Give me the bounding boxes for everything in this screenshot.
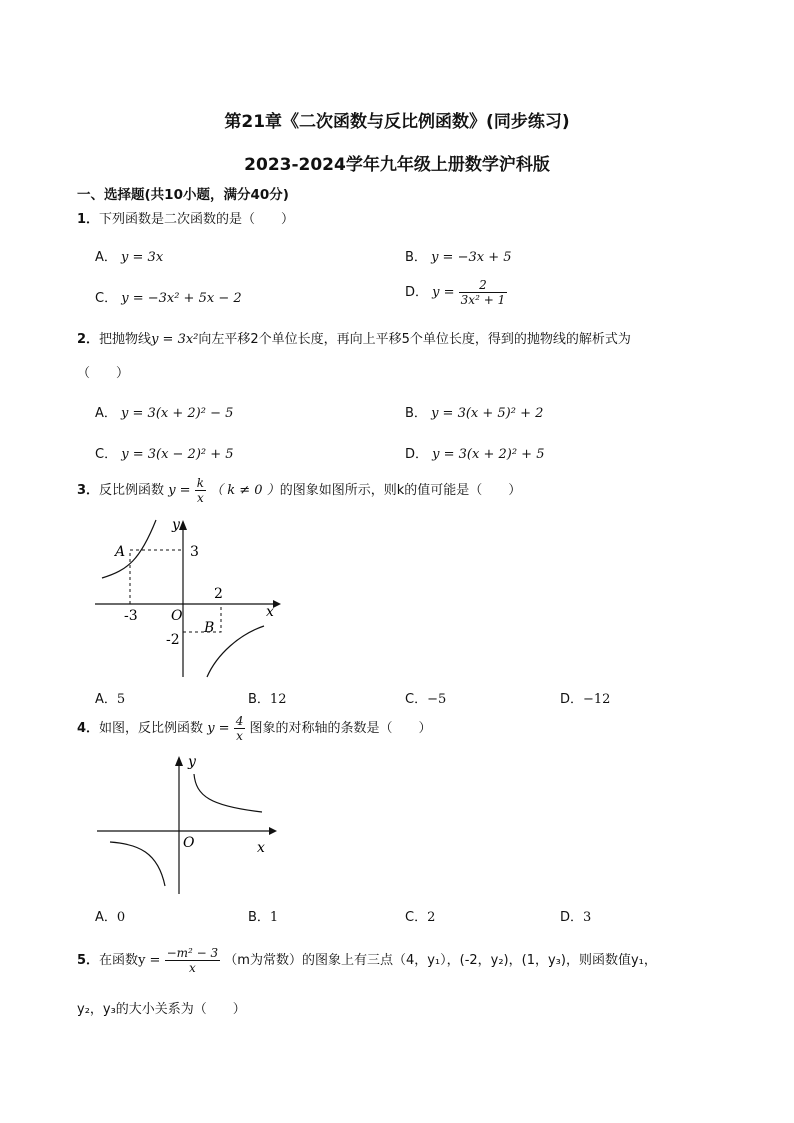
question-3 bbox=[77, 476, 521, 505]
fraction bbox=[165, 946, 221, 975]
fraction-denominator: x bbox=[196, 491, 204, 505]
fraction-numerator: 2 bbox=[459, 278, 508, 293]
question-number: 5． bbox=[77, 953, 100, 968]
fraction-denominator: x bbox=[236, 729, 243, 743]
y-axis-arrow bbox=[175, 756, 183, 766]
q3-option-b[interactable] bbox=[248, 688, 286, 707]
page-title: 第21章《二次函数与反比例函数》(同步练习) bbox=[224, 112, 570, 132]
tick-label-neg2: -2 bbox=[166, 632, 180, 648]
option-letter: C． bbox=[95, 291, 118, 306]
fraction bbox=[459, 278, 508, 307]
option-text: y = −3x + 5 bbox=[431, 250, 512, 265]
question-lhs: y = bbox=[207, 721, 230, 736]
q3-hyperbola-figure bbox=[90, 512, 290, 682]
option-letter: A． bbox=[95, 250, 117, 265]
label-y-axis: y bbox=[188, 754, 196, 770]
question-condition: （ k ≠ 0 ） bbox=[210, 483, 280, 498]
q4-option-a[interactable] bbox=[95, 906, 125, 925]
curve-branch-lower-right bbox=[207, 626, 264, 677]
option-lhs: y = bbox=[432, 285, 455, 300]
tick-label-3: 3 bbox=[190, 544, 199, 560]
option-text: 2 bbox=[427, 910, 436, 925]
q4-option-d[interactable] bbox=[560, 906, 591, 925]
curve-branch-upper-left bbox=[102, 520, 156, 578]
label-point-a: A bbox=[115, 544, 126, 560]
label-x-axis: x bbox=[266, 604, 274, 620]
tick-label-neg3: -3 bbox=[124, 608, 138, 624]
label-point-b: B bbox=[204, 620, 215, 636]
fraction-numerator: k bbox=[196, 476, 204, 490]
question-2 bbox=[77, 328, 631, 347]
question-lhs: y = bbox=[138, 953, 161, 968]
option-text: 3 bbox=[583, 910, 592, 925]
q2-option-d[interactable] bbox=[405, 443, 544, 462]
q2-option-b[interactable] bbox=[405, 402, 543, 421]
question-number: 4． bbox=[77, 721, 100, 736]
question-stem-cont: 图象的对称轴的条数是（ ） bbox=[249, 721, 432, 736]
q3-option-d[interactable] bbox=[560, 688, 610, 707]
option-text: 5 bbox=[116, 692, 126, 707]
question-stem: 如图，反比例函数 bbox=[99, 721, 204, 736]
curve-branch-third-quadrant bbox=[110, 842, 165, 886]
question-stem-cont: 的图象如图所示，则k的值可能是（ ） bbox=[279, 483, 522, 498]
fraction-numerator: 4 bbox=[235, 714, 244, 728]
question-number: 1． bbox=[77, 212, 100, 227]
question-stem: 反比例函数 bbox=[99, 483, 165, 498]
label-y-axis: y bbox=[172, 517, 180, 533]
question-2-paren: （ ） bbox=[77, 366, 130, 381]
x-axis-arrow bbox=[273, 600, 281, 608]
q2-option-a[interactable] bbox=[95, 402, 233, 421]
option-text: y = 3(x − 2)² + 5 bbox=[121, 447, 234, 462]
question-4 bbox=[77, 714, 432, 743]
q3-option-a[interactable] bbox=[95, 688, 125, 707]
q1-option-c[interactable] bbox=[95, 287, 242, 306]
question-stem-cont: 向左平移2个单位长度，再向上平移5个单位长度，得到的抛物线的解析式为 bbox=[198, 332, 631, 347]
option-text: 0 bbox=[116, 910, 126, 925]
question-math: y = 3x² bbox=[151, 332, 199, 347]
y-axis-arrow bbox=[179, 520, 187, 530]
q2-option-c[interactable] bbox=[95, 443, 234, 462]
q4-option-b[interactable] bbox=[248, 906, 278, 925]
curve-branch-first-quadrant bbox=[194, 774, 262, 812]
option-letter: D． bbox=[405, 447, 429, 462]
option-letter: A． bbox=[95, 692, 117, 707]
q3-option-c[interactable] bbox=[405, 688, 446, 707]
question-lhs: y = bbox=[168, 483, 191, 498]
option-letter: A． bbox=[95, 910, 117, 925]
question-number: 2． bbox=[77, 332, 100, 347]
question-number: 3． bbox=[77, 483, 100, 498]
question-5 bbox=[77, 946, 657, 975]
fraction-denominator: x bbox=[188, 961, 196, 975]
option-letter: D． bbox=[560, 692, 584, 707]
option-letter: C． bbox=[405, 910, 428, 925]
dashed-guide-a bbox=[130, 550, 183, 604]
q1-option-a[interactable] bbox=[95, 246, 163, 265]
question-stem: 在函数 bbox=[99, 953, 139, 968]
option-text: y = −3x² + 5x − 2 bbox=[121, 291, 242, 306]
q4-option-c[interactable] bbox=[405, 906, 435, 925]
option-text: y = 3x bbox=[121, 250, 164, 265]
option-letter: C． bbox=[405, 692, 428, 707]
q1-option-d[interactable] bbox=[405, 278, 507, 307]
x-axis-arrow bbox=[269, 827, 277, 835]
page-subtitle: 2023-2024学年九年级上册数学沪科版 bbox=[244, 155, 550, 175]
fraction bbox=[195, 476, 206, 505]
fraction-denominator: 3x² + 1 bbox=[460, 293, 506, 307]
option-text: y = 3(x + 5)² + 2 bbox=[431, 406, 544, 421]
fraction-numerator: −m² − 3 bbox=[166, 946, 219, 960]
option-text: −12 bbox=[583, 692, 611, 707]
option-letter: B． bbox=[405, 406, 427, 421]
option-text: y = 3(x + 2)² + 5 bbox=[432, 447, 545, 462]
label-x-axis: x bbox=[257, 840, 265, 856]
option-letter: B． bbox=[248, 692, 270, 707]
question-1 bbox=[77, 208, 294, 227]
label-origin: O bbox=[183, 835, 195, 851]
label-origin: O bbox=[171, 608, 183, 624]
option-text: 12 bbox=[269, 692, 287, 707]
option-text: −5 bbox=[427, 692, 447, 707]
question-stem: 下列函数是二次函数的是（ ） bbox=[99, 212, 295, 227]
fraction bbox=[234, 714, 246, 743]
q1-option-b[interactable] bbox=[405, 246, 512, 265]
question-stem-cont: （m为常数）的图象上有三点（4，y₁），(-2，y₂)，(1，y₃)，则函数值y₁， bbox=[224, 953, 657, 968]
option-text: y = 3(x + 2)² − 5 bbox=[121, 406, 234, 421]
option-letter: D． bbox=[560, 910, 584, 925]
q4-hyperbola-figure bbox=[92, 752, 287, 897]
tick-label-2: 2 bbox=[214, 586, 223, 602]
option-letter: B． bbox=[248, 910, 270, 925]
question-stem: 把抛物线 bbox=[99, 332, 152, 347]
option-letter: B． bbox=[405, 250, 427, 265]
question-5-line-2: y₂，y₃的大小关系为（ ） bbox=[77, 1002, 246, 1017]
section-heading: 一、选择题(共10小题，满分40分) bbox=[77, 187, 289, 203]
option-letter: D． bbox=[405, 285, 429, 300]
option-text: 1 bbox=[269, 910, 279, 925]
option-letter: C． bbox=[95, 447, 118, 462]
dashed-guide-b bbox=[183, 604, 221, 632]
option-letter: A． bbox=[95, 406, 117, 421]
